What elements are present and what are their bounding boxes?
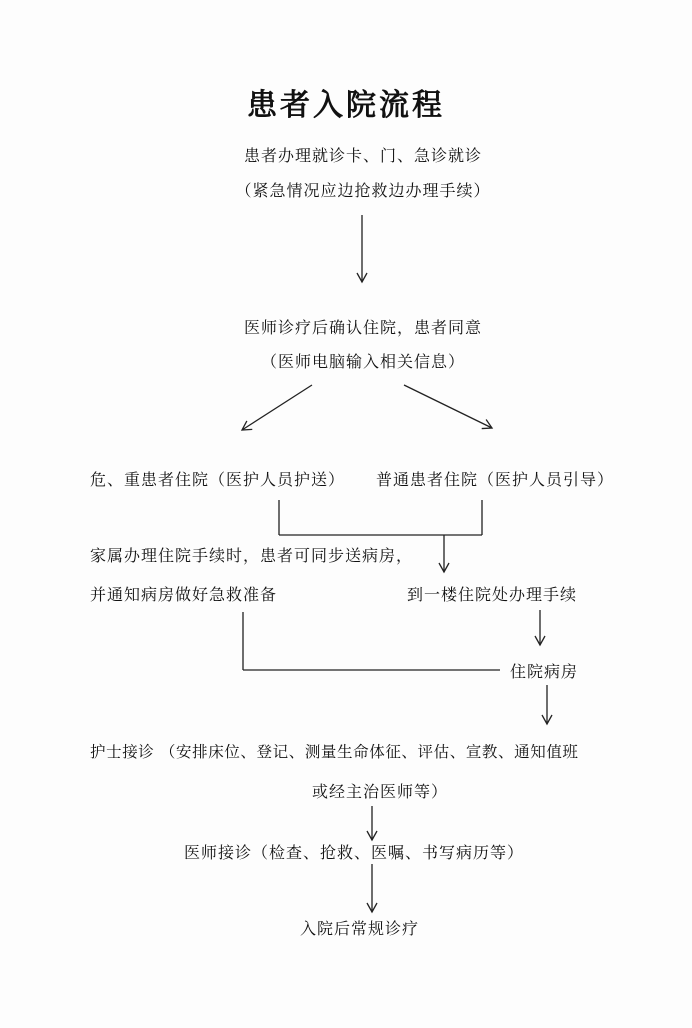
- branch-critical-text: 危、重患者住院（医护人员护送）: [90, 470, 346, 489]
- step2-note: （医师电脑输入相关信息）: [260, 352, 465, 371]
- step1-text: 患者办理就诊卡、门、急诊就诊: [243, 146, 482, 165]
- nurse-text: 护士接诊 （安排床位、登记、测量生命体征、评估、宣教、通知值班: [90, 743, 579, 761]
- arrow-to-normal-branch: [404, 385, 492, 428]
- page-title: 患者入院流程: [247, 88, 445, 123]
- first-floor-text: 到一楼住院处办理手续: [407, 585, 578, 604]
- branch-normal-text: 普通患者住院（医护人员引导）: [376, 470, 615, 489]
- step2-text: 医师诊疗后确认住院，患者同意: [243, 318, 482, 337]
- arrow-to-critical-branch: [242, 385, 312, 430]
- family-text: 家属办理住院手续时，患者可同步送病房，: [90, 546, 414, 565]
- family-note: 并通知病房做好急救准备: [90, 585, 278, 604]
- nurse-note: 或经主治医师等）: [312, 782, 449, 801]
- step1-note: （紧急情况应边抢救边办理手续）: [235, 181, 491, 200]
- ward-text: 住院病房: [510, 662, 579, 681]
- routine-text: 入院后常规诊疗: [300, 919, 420, 938]
- doctor-text: 医师接诊（检查、抢救、医嘱、书写病历等）: [184, 843, 525, 862]
